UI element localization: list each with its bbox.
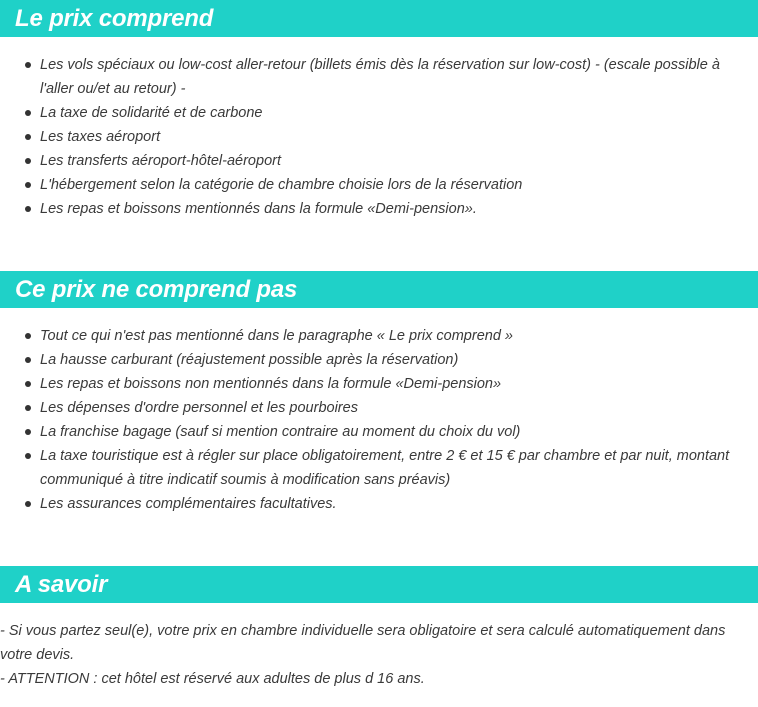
bullet-icon <box>25 182 31 188</box>
bullet-icon <box>25 405 31 411</box>
list-item: Les vols spéciaux ou low-cost aller-retour (billets émis dès la réservation sur low-cost) - (escale possible à l'aller ou/et au retour) - <box>0 53 758 101</box>
list-item: La taxe de solidarité et de carbone <box>0 101 758 125</box>
section-title-info: A savoir <box>15 571 108 598</box>
info-text <box>0 619 758 691</box>
list-item: Les dépenses d'ordre personnel et les pourboires <box>0 396 758 420</box>
section-title-included: Le prix comprend <box>15 5 214 32</box>
bullet-icon <box>25 206 31 212</box>
bullet-icon <box>25 357 31 363</box>
included-list <box>0 53 758 221</box>
section-header-included <box>0 0 758 37</box>
list-item: L'hébergement selon la catégorie de chambre choisie lors de la réservation <box>0 173 758 197</box>
bullet-icon <box>25 333 31 339</box>
bullet-icon <box>25 501 31 507</box>
list-item: Les repas et boissons non mentionnés dans la formule «Demi-pension» <box>0 372 758 396</box>
bullet-icon <box>25 158 31 164</box>
list-item: Les transferts aéroport-hôtel-aéroport <box>0 149 758 173</box>
bullet-icon <box>25 134 31 140</box>
list-item: La taxe touristique est à régler sur place obligatoirement, entre 2 € et 15 € par chambre et par nuit, montant communiqué à titre indicatif soumis à modification sans préavis) <box>0 444 758 492</box>
excluded-list <box>0 324 758 516</box>
list-item: Les taxes aéroport <box>0 125 758 149</box>
list-item: Tout ce qui n'est pas mentionné dans le paragraphe « Le prix comprend » <box>0 324 758 348</box>
list-item: La franchise bagage (sauf si mention contraire au moment du choix du vol) <box>0 420 758 444</box>
bullet-icon <box>25 429 31 435</box>
list-item: Les repas et boissons mentionnés dans la formule «Demi-pension». <box>0 197 758 221</box>
section-header-excluded <box>0 271 758 308</box>
list-item: La hausse carburant (réajustement possible après la réservation) <box>0 348 758 372</box>
bullet-icon <box>25 381 31 387</box>
section-header-info <box>0 566 758 603</box>
bullet-icon <box>25 453 31 459</box>
info-line: - ATTENTION : cet hôtel est réservé aux adultes de plus d 16 ans. <box>0 671 425 687</box>
bullet-icon <box>25 110 31 116</box>
list-item: Les assurances complémentaires facultatives. <box>0 492 758 516</box>
section-title-excluded: Ce prix ne comprend pas <box>15 276 298 303</box>
info-line: - Si vous partez seul(e), votre prix en chambre individuelle sera obligatoire et sera calculé automatiquement dans votre devis. <box>0 623 726 663</box>
bullet-icon <box>25 62 31 68</box>
